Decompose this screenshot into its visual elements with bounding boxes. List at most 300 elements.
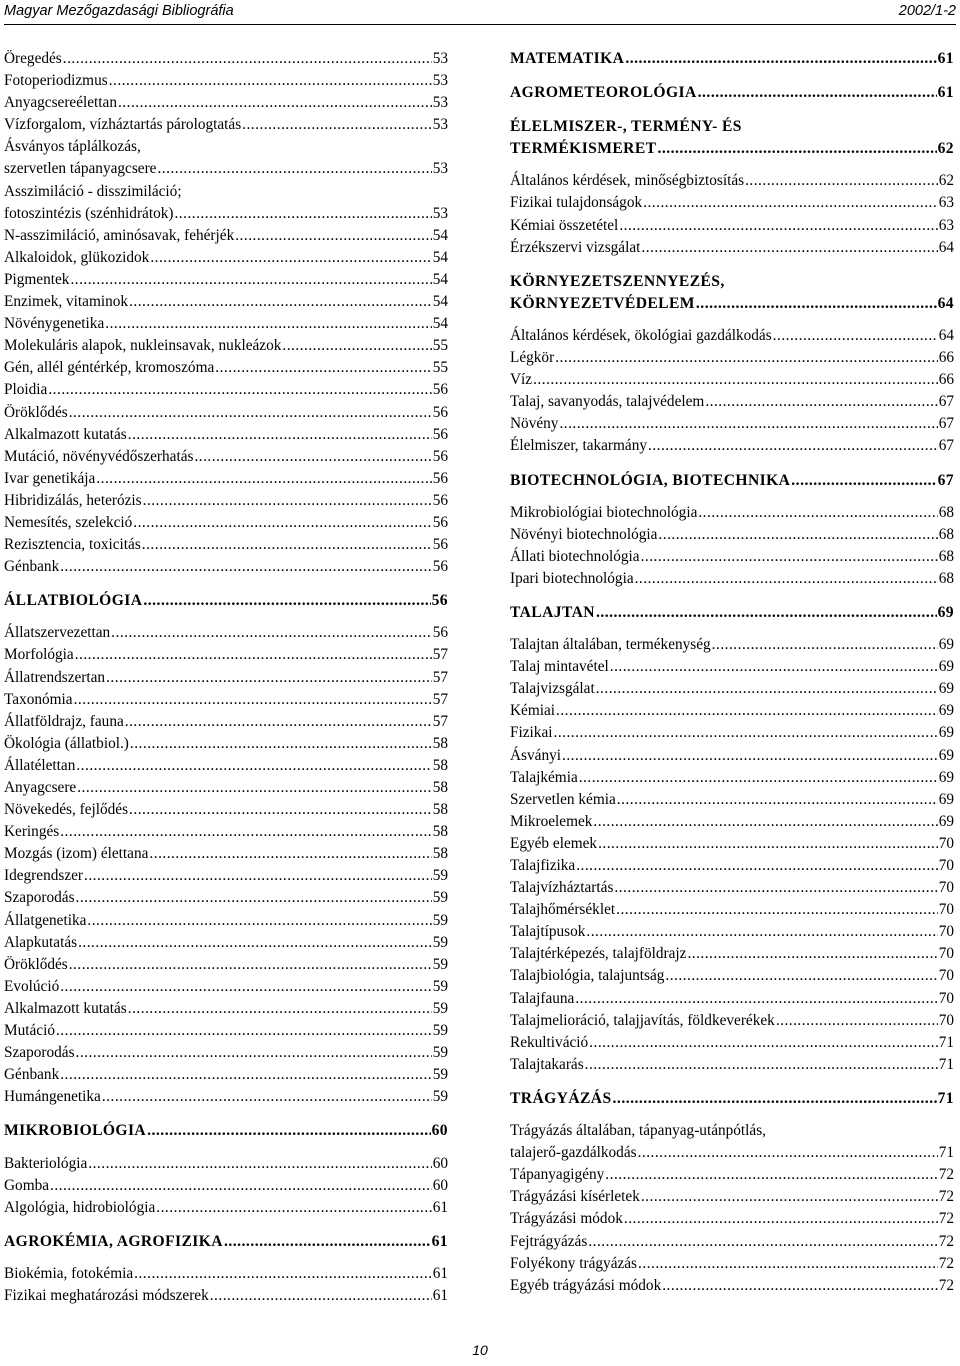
- entry-title: TALAJTAN: [510, 603, 595, 621]
- dot-leader: [605, 1164, 937, 1186]
- page-ref: 64: [938, 238, 954, 256]
- entry-title: Szaporodás: [4, 1044, 75, 1062]
- dot-leader: [156, 1197, 431, 1219]
- toc-left-column: [4, 48, 448, 1307]
- dot-leader: [579, 767, 938, 789]
- entry-title: Vízforgalom, vízháztartás párologtatás: [4, 116, 242, 134]
- page-ref: 66: [938, 349, 954, 367]
- issue-number: 2002/1-2: [898, 3, 956, 19]
- toc-entry: [4, 379, 448, 401]
- page-ref: 70: [938, 879, 954, 897]
- page-ref: 72: [938, 1188, 954, 1206]
- dot-leader: [596, 678, 938, 700]
- entry-title: Ploidia: [4, 381, 48, 399]
- toc-entry: [4, 1153, 448, 1175]
- dot-leader: [712, 634, 938, 656]
- dot-leader: [102, 1086, 432, 1108]
- dot-leader: [791, 470, 936, 492]
- entry-title: Növekedés, fejlődés: [4, 801, 129, 819]
- page-ref: 70: [938, 989, 954, 1007]
- toc-entry: [4, 269, 448, 291]
- toc-entry: [510, 325, 954, 347]
- entry-title: Mozgás (izom) élettana: [4, 845, 149, 863]
- entry-title: Ökológia (állatbiol.): [4, 734, 129, 752]
- page-ref: 59: [432, 1088, 448, 1106]
- toc-entry: [510, 502, 954, 524]
- entry-title: Taxonómia: [4, 690, 73, 708]
- toc-entry: [4, 799, 448, 821]
- toc-entry: [4, 468, 448, 490]
- toc-entry: [510, 745, 954, 767]
- page-ref: 72: [938, 1232, 954, 1250]
- dot-leader: [596, 602, 937, 624]
- dot-leader: [224, 1231, 431, 1253]
- entry-title: Bakteriológia: [4, 1154, 88, 1172]
- entry-title: Mutáció: [4, 1022, 55, 1040]
- section-heading-line: ÉLELMISZER-, TERMÉNY- ÉS: [510, 118, 742, 136]
- page-ref: 59: [432, 889, 448, 907]
- entry-title: Fizikai: [510, 724, 553, 742]
- page-ref: 66: [938, 371, 954, 389]
- entry-title: Ipari biotechnológia: [510, 569, 634, 587]
- entry-title: Szervetlen kémia: [510, 790, 616, 808]
- dot-leader: [635, 568, 938, 590]
- page-ref: 58: [432, 779, 448, 796]
- page-ref: 71: [938, 1144, 954, 1162]
- section-heading-line: KÖRNYEZETSZENNYEZÉS,: [510, 272, 725, 290]
- dot-leader: [773, 325, 938, 347]
- entry-title: Talaj, savanyodás, talajvédelem: [510, 393, 705, 411]
- dot-leader: [78, 932, 432, 954]
- dot-leader: [84, 865, 432, 887]
- page-ref: 53: [432, 160, 448, 178]
- toc-entry-line: Ásványos táplálkozás,: [4, 138, 141, 156]
- toc-entry: [4, 821, 448, 843]
- page-ref: 61: [432, 1286, 448, 1304]
- entry-title: Öröklődés: [4, 955, 68, 973]
- page-ref: 69: [938, 680, 954, 698]
- dot-leader: [643, 192, 938, 214]
- dot-leader: [698, 82, 937, 104]
- toc-entry: [4, 203, 448, 225]
- entry-title: Alkalmazott kutatás: [4, 425, 127, 443]
- dot-leader: [174, 203, 431, 225]
- entry-title: Talajvizsgálat: [510, 680, 595, 698]
- page-ref: 57: [432, 690, 448, 708]
- dot-leader: [554, 722, 938, 744]
- dot-leader: [648, 435, 938, 457]
- toc-entry: [510, 347, 954, 369]
- toc-entry: [510, 988, 954, 1010]
- toc-entry: [4, 1285, 448, 1307]
- toc-entry: [4, 932, 448, 954]
- dot-leader: [60, 976, 431, 998]
- entry-title: N-asszimiláció, aminósavak, fehérjék: [4, 226, 235, 244]
- entry-title: Állatrendszertan: [4, 668, 106, 686]
- dot-leader: [641, 1186, 938, 1208]
- dot-leader: [616, 899, 938, 921]
- page-ref: 72: [938, 1254, 954, 1272]
- entry-title: fotoszintézis (szénhidrátok): [4, 204, 174, 222]
- entry-title: Talajfauna: [510, 989, 575, 1007]
- dot-leader: [75, 644, 432, 666]
- toc-entry: [4, 733, 448, 755]
- toc-entry: [510, 237, 954, 259]
- running-header: [4, 0, 956, 33]
- toc-entry: [4, 1020, 448, 1042]
- toc-entry: [4, 291, 448, 313]
- dot-leader: [687, 943, 937, 965]
- dot-leader: [638, 1142, 938, 1164]
- toc-entry: [510, 877, 954, 899]
- entry-title: TRÁGYÁZÁS: [510, 1089, 612, 1107]
- entry-title: Nemesítés, szelekció: [4, 513, 133, 531]
- page-ref: 68: [938, 547, 954, 565]
- page-ref: 58: [432, 734, 448, 752]
- page-ref: 61: [937, 84, 954, 102]
- page-ref: 59: [432, 1044, 448, 1062]
- page-ref: 71: [938, 1055, 954, 1073]
- entry-title: Rezisztencia, toxicitás: [4, 536, 141, 554]
- dot-leader: [625, 48, 936, 70]
- dot-leader: [575, 988, 937, 1010]
- dot-leader: [658, 524, 937, 546]
- entry-title: Talajhőmérséklet: [510, 901, 616, 919]
- dot-leader: [87, 910, 431, 932]
- page-ref: 70: [938, 1011, 954, 1029]
- page-ref: 72: [938, 1210, 954, 1228]
- page-ref: 61: [937, 50, 954, 67]
- entry-title: Enzimek, vitaminok: [4, 293, 129, 311]
- entry-title: Növény: [510, 415, 559, 433]
- page-ref: 59: [432, 867, 448, 885]
- page-ref: 70: [938, 901, 954, 919]
- page-ref: 69: [938, 702, 954, 720]
- dot-leader: [641, 546, 938, 568]
- toc-entry: [4, 313, 448, 335]
- dot-leader: [215, 357, 431, 379]
- dot-leader: [128, 424, 432, 446]
- page-ref: 56: [431, 592, 448, 610]
- dot-leader: [696, 293, 937, 315]
- dot-leader: [60, 1064, 431, 1086]
- page-ref: 70: [938, 945, 954, 963]
- entry-title: Talajkémia: [510, 768, 578, 786]
- toc-entry: [510, 192, 954, 214]
- entry-title: BIOTECHNOLÓGIA, BIOTECHNIKA: [510, 471, 791, 489]
- page-ref: 59: [432, 911, 448, 929]
- toc-entry: [4, 490, 448, 512]
- page-ref: 56: [432, 381, 448, 399]
- entry-title: Talajmelioráció, talajjavítás, földkeverékek: [510, 1011, 775, 1029]
- dot-leader: [125, 711, 432, 733]
- page-ref: 58: [432, 845, 448, 863]
- page-ref: 57: [432, 646, 448, 664]
- toc-entry: [4, 512, 448, 534]
- entry-title: Egyéb trágyázási módok: [510, 1276, 662, 1294]
- toc-entry: [510, 656, 954, 678]
- toc-entry: [510, 811, 954, 833]
- toc-entry: [510, 678, 954, 700]
- entry-title: Öröklődés: [4, 403, 68, 421]
- entry-title: Öregedés: [4, 50, 62, 67]
- page-ref: 69: [938, 768, 954, 786]
- page-ref: 59: [432, 977, 448, 995]
- toc-entry: [4, 1042, 448, 1064]
- entry-title: TERMÉKISMERET: [510, 140, 657, 158]
- page-ref: 72: [938, 1166, 954, 1184]
- toc-entry: [4, 114, 448, 136]
- page-ref: 56: [432, 491, 448, 509]
- toc-entry: [510, 568, 954, 590]
- dot-leader: [63, 48, 432, 70]
- section-heading: [4, 1231, 448, 1253]
- entry-title: Talaj mintavétel: [510, 658, 609, 676]
- toc-entry: [510, 943, 954, 965]
- page-ref: 70: [938, 857, 954, 874]
- toc-entry: [510, 700, 954, 722]
- entry-title: Pigmentek: [4, 270, 70, 288]
- toc-entry: [4, 225, 448, 247]
- page-ref: 68: [938, 569, 954, 587]
- page-ref: 54: [432, 270, 448, 288]
- page-ref: 67: [938, 437, 954, 455]
- dot-leader: [142, 534, 432, 556]
- section-heading: [4, 590, 448, 612]
- entry-title: Ásványi: [510, 746, 561, 764]
- dot-leader: [69, 954, 432, 976]
- dot-leader: [776, 1010, 938, 1032]
- entry-title: Alkaloidok, glükozidok: [4, 248, 150, 266]
- entry-title: Humángenetika: [4, 1088, 101, 1106]
- dot-leader: [96, 468, 431, 490]
- dot-leader: [69, 402, 432, 424]
- dot-leader: [562, 745, 938, 767]
- section-heading: [510, 48, 954, 70]
- dot-leader: [133, 512, 431, 534]
- page-ref: 67: [938, 415, 954, 433]
- toc-entry: [510, 413, 954, 435]
- page-ref: 70: [938, 923, 954, 941]
- toc-entry: [510, 1186, 954, 1208]
- entry-title: Idegrendszer: [4, 867, 83, 885]
- toc-entry: [510, 1054, 954, 1076]
- toc-entry: [510, 170, 954, 192]
- page-ref: 69: [938, 658, 954, 676]
- page-ref: 54: [432, 293, 448, 311]
- toc-entry: [510, 435, 954, 457]
- dot-leader: [638, 1253, 938, 1275]
- page-ref: 69: [937, 603, 954, 621]
- toc-entry: [4, 622, 448, 644]
- toc-entry: [510, 833, 954, 855]
- dot-leader: [147, 1120, 430, 1142]
- page-ref: 53: [432, 72, 448, 90]
- page-ref: 60: [432, 1176, 448, 1194]
- dot-leader: [556, 700, 938, 722]
- page-ref: 54: [432, 315, 448, 333]
- page-number: 10: [472, 1342, 488, 1358]
- entry-title: szervetlen tápanyagcsere: [4, 160, 157, 178]
- entry-title: Talajtípusok: [510, 923, 586, 941]
- dot-leader: [705, 391, 937, 413]
- toc-entry: [4, 1064, 448, 1086]
- dot-leader: [56, 1020, 432, 1042]
- page-ref: 56: [432, 558, 448, 576]
- page-ref: 59: [432, 1022, 448, 1040]
- entry-title: Hibridizálás, heterózis: [4, 491, 142, 509]
- dot-leader: [585, 1054, 938, 1076]
- toc-entry: [510, 965, 954, 987]
- entry-title: AGROKÉMIA, AGROFIZIKA: [4, 1232, 223, 1250]
- page-ref: 62: [938, 172, 954, 190]
- entry-title: Egyéb elemek: [510, 834, 598, 852]
- entry-title: Növénygenetika: [4, 315, 105, 333]
- section-heading: [4, 1120, 448, 1142]
- page-ref: 61: [432, 1264, 448, 1282]
- section-heading: [510, 138, 954, 160]
- entry-title: Állatélettan: [4, 756, 76, 774]
- toc-entry: [4, 446, 448, 468]
- dot-leader: [617, 789, 938, 811]
- dot-leader: [48, 379, 431, 401]
- dot-leader: [242, 114, 432, 136]
- page-ref: 64: [938, 326, 954, 344]
- dot-leader: [129, 291, 432, 313]
- entry-title: Általános kérdések, ökológiai gazdálkodás: [510, 326, 772, 344]
- dot-leader: [559, 413, 937, 435]
- entry-title: Általános kérdések, minőségbiztosítás: [510, 172, 745, 190]
- page-ref: 56: [432, 447, 448, 465]
- entry-title: Alapkutatás: [4, 933, 78, 951]
- toc-entry: [4, 1197, 448, 1219]
- page-ref: 55: [432, 359, 448, 377]
- toc-entry: [4, 247, 448, 269]
- entry-title: Állati biotechnológia: [510, 547, 640, 565]
- dot-leader: [76, 755, 431, 777]
- page-ref: 72: [938, 1276, 954, 1294]
- dot-leader: [194, 446, 431, 468]
- page-ref: 60: [431, 1122, 448, 1140]
- toc-entry: [510, 1208, 954, 1230]
- entry-title: Mikroelemek: [510, 812, 593, 830]
- page-ref: 63: [938, 216, 954, 234]
- entry-title: MIKROBIOLÓGIA: [4, 1122, 147, 1140]
- page-ref: 61: [431, 1232, 448, 1250]
- dot-leader: [598, 833, 938, 855]
- toc-entry: [4, 976, 448, 998]
- entry-title: Talajtan általában, termékenység: [510, 636, 711, 654]
- entry-title: AGROMETEOROLÓGIA: [510, 84, 697, 102]
- entry-title: Fizikai tulajdonságok: [510, 194, 643, 212]
- entry-title: talajerő-gazdálkodás: [510, 1144, 637, 1162]
- page-ref: 69: [938, 636, 954, 654]
- toc-entry: [4, 335, 448, 357]
- page-ref: 67: [937, 471, 954, 489]
- dot-leader: [111, 622, 432, 644]
- section-heading: [510, 82, 954, 104]
- dot-leader: [149, 843, 431, 865]
- page-ref: 59: [432, 999, 448, 1017]
- toc-entry: [4, 158, 448, 180]
- toc-entry: [510, 634, 954, 656]
- toc-entry: [4, 644, 448, 666]
- entry-title: Trágyázási módok: [510, 1210, 623, 1228]
- page-ref: 58: [432, 756, 448, 774]
- dot-leader: [106, 667, 432, 689]
- toc-entry: [4, 424, 448, 446]
- entry-title: Molekuláris alapok, nukleinsavak, nukleázok: [4, 337, 282, 355]
- toc-entry: [510, 546, 954, 568]
- dot-leader: [77, 777, 432, 799]
- entry-title: Növényi biotechnológia: [510, 525, 658, 543]
- toc-entry: [4, 534, 448, 556]
- dot-leader: [576, 855, 938, 877]
- entry-title: Kémiai összetétel: [510, 216, 619, 234]
- dot-leader: [210, 1285, 432, 1307]
- dot-leader: [624, 1208, 938, 1230]
- toc-entry: [510, 369, 954, 391]
- page-ref: 68: [938, 503, 954, 521]
- page-ref: 56: [432, 403, 448, 421]
- journal-title: Magyar Mezőgazdasági Bibliográfia: [4, 3, 234, 19]
- dot-leader: [50, 1175, 432, 1197]
- dot-leader: [60, 556, 431, 578]
- entry-title: Talajtérképezés, talajföldrajz: [510, 945, 687, 963]
- dot-leader: [235, 225, 431, 247]
- entry-title: Víz: [510, 371, 533, 389]
- toc-entry: [4, 954, 448, 976]
- page-ref: 56: [432, 513, 448, 531]
- page-ref: 69: [938, 812, 954, 830]
- entry-title: Légkör: [510, 349, 555, 367]
- dot-leader: [76, 1042, 432, 1064]
- toc-entry: [4, 1086, 448, 1108]
- toc-entry: [4, 689, 448, 711]
- toc-entry: [4, 910, 448, 932]
- entry-title: KÖRNYEZETVÉDELEM: [510, 294, 695, 312]
- toc-entry: [4, 865, 448, 887]
- dot-leader: [613, 1088, 937, 1110]
- page-ref: 54: [432, 226, 448, 244]
- entry-title: Élelmiszer, takarmány: [510, 437, 647, 455]
- toc-entry: [510, 524, 954, 546]
- dot-leader: [76, 887, 432, 909]
- dot-leader: [745, 170, 938, 192]
- dot-leader: [533, 369, 938, 391]
- entry-title: Anyagcsereélettan: [4, 94, 117, 112]
- toc-entry-line: Asszimiláció - disszimiláció;: [4, 182, 182, 200]
- entry-title: Kémiai: [510, 702, 556, 720]
- dot-leader: [143, 590, 430, 612]
- page-ref: 69: [938, 724, 954, 742]
- entry-title: MATEMATIKA: [510, 50, 625, 67]
- section-heading: [510, 1088, 954, 1110]
- dot-leader: [641, 237, 937, 259]
- toc-entry: [510, 1010, 954, 1032]
- dot-leader: [150, 247, 431, 269]
- entry-title: Állatszervezettan: [4, 624, 111, 642]
- entry-title: Szaporodás: [4, 889, 75, 907]
- entry-title: Algológia, hidrobiológia: [4, 1198, 156, 1216]
- page-ref: 70: [938, 834, 954, 852]
- page-ref: 67: [938, 393, 954, 411]
- toc-entry: [510, 215, 954, 237]
- section-heading: [510, 293, 954, 315]
- page-ref: 56: [432, 469, 448, 487]
- toc-entry: [510, 1164, 954, 1186]
- entry-title: Evolúció: [4, 977, 60, 995]
